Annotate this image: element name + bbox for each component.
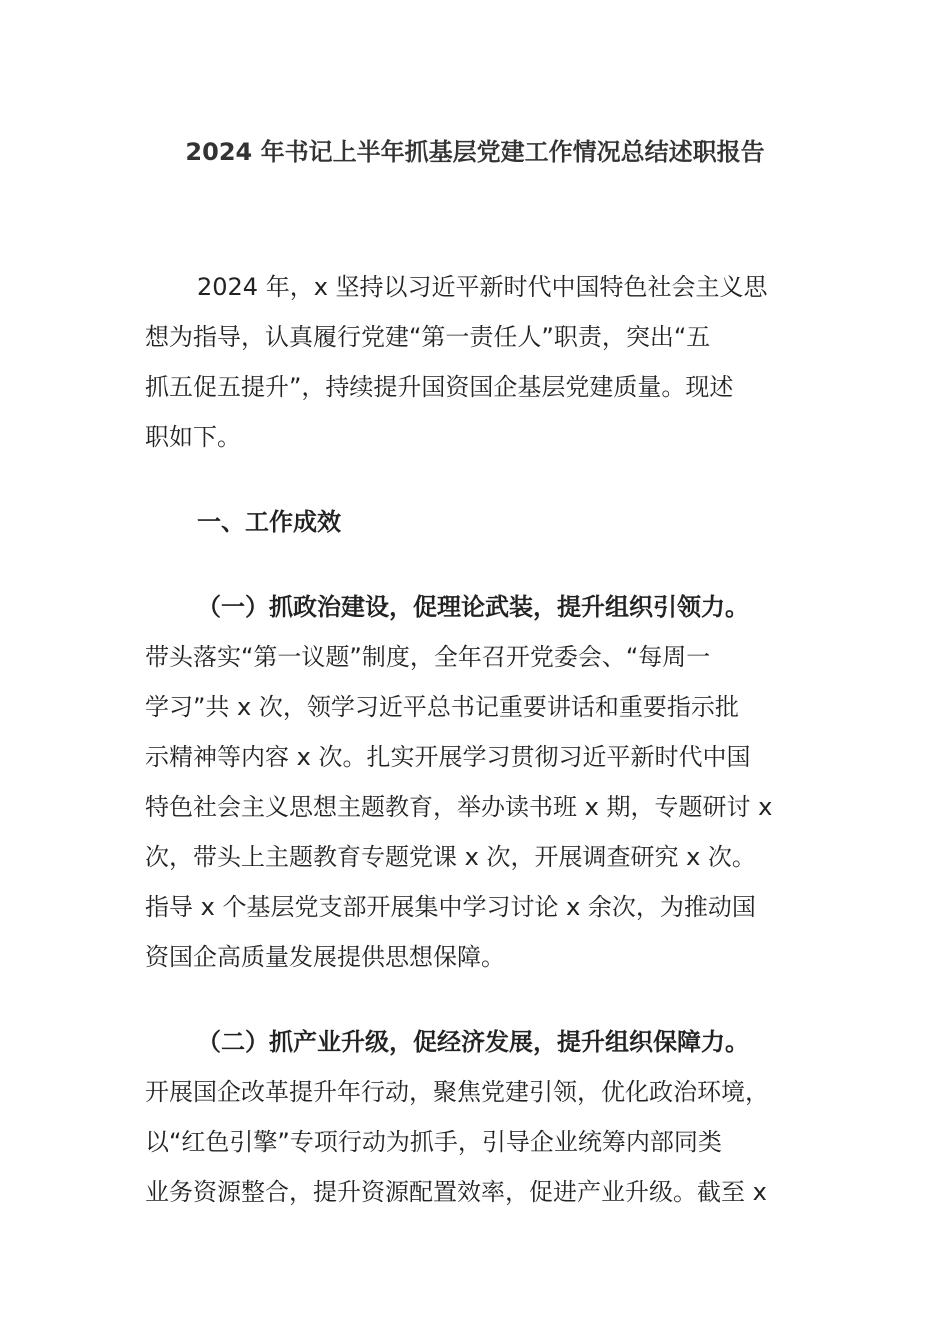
subsection-2-line-2: 以“红色引擎”专项行动为抓手，引导企业统筹内部同类 [145,1128,722,1156]
subsection-1-line-7: 资国企高质量发展提供思想保障。 [145,943,505,971]
intro-line-4: 职如下。 [145,423,241,451]
subsection-2-line-3: 业务资源整合，提升资源配置效率，促进产业升级。截至 x [145,1178,767,1206]
subsection-1-line-6: 指导 x 个基层党支部开展集中学习讨论 x 余次，为推动国 [145,893,756,921]
subsection-2-line-1: 开展国企改革提升年行动，聚焦党建引领，优化政治环境， [145,1078,769,1106]
subsection-1-line-4: 特色社会主义思想主题教育，举办读书班 x 期，专题研讨 x [145,793,773,821]
intro-line-1: 2024 年，x 坚持以习近平新时代中国特色社会主义思 [197,273,768,301]
subsection-heading-2: （二）抓产业升级，促经济发展，提升组织保障力。 [197,1028,749,1056]
subsection-1-line-2: 学习”共 x 次，领学习近平总书记重要讲话和重要指示批 [145,693,739,721]
subsection-1-line-5: 次，带头上主题教育专题党课 x 次，开展调查研究 x 次。 [145,843,756,871]
intro-line-3: 抓五促五提升”，持续提升国资国企基层党建质量。现述 [145,373,734,401]
subsection-heading-1: （一）抓政治建设，促理论武装，提升组织引领力。 [197,593,749,621]
intro-line-2: 想为指导，认真履行党建“第一责任人”职责，突出“五 [145,323,711,351]
subsection-1-line-3: 示精神等内容 x 次。扎实开展学习贯彻习近平新时代中国 [145,743,751,771]
section-heading-results: 一、工作成效 [197,508,341,536]
document-title: 2024 年书记上半年抓基层党建工作情况总结述职报告 [185,138,765,166]
subsection-1-line-1: 带头落实“第一议题”制度，全年召开党委会、“每周一 [145,643,711,671]
